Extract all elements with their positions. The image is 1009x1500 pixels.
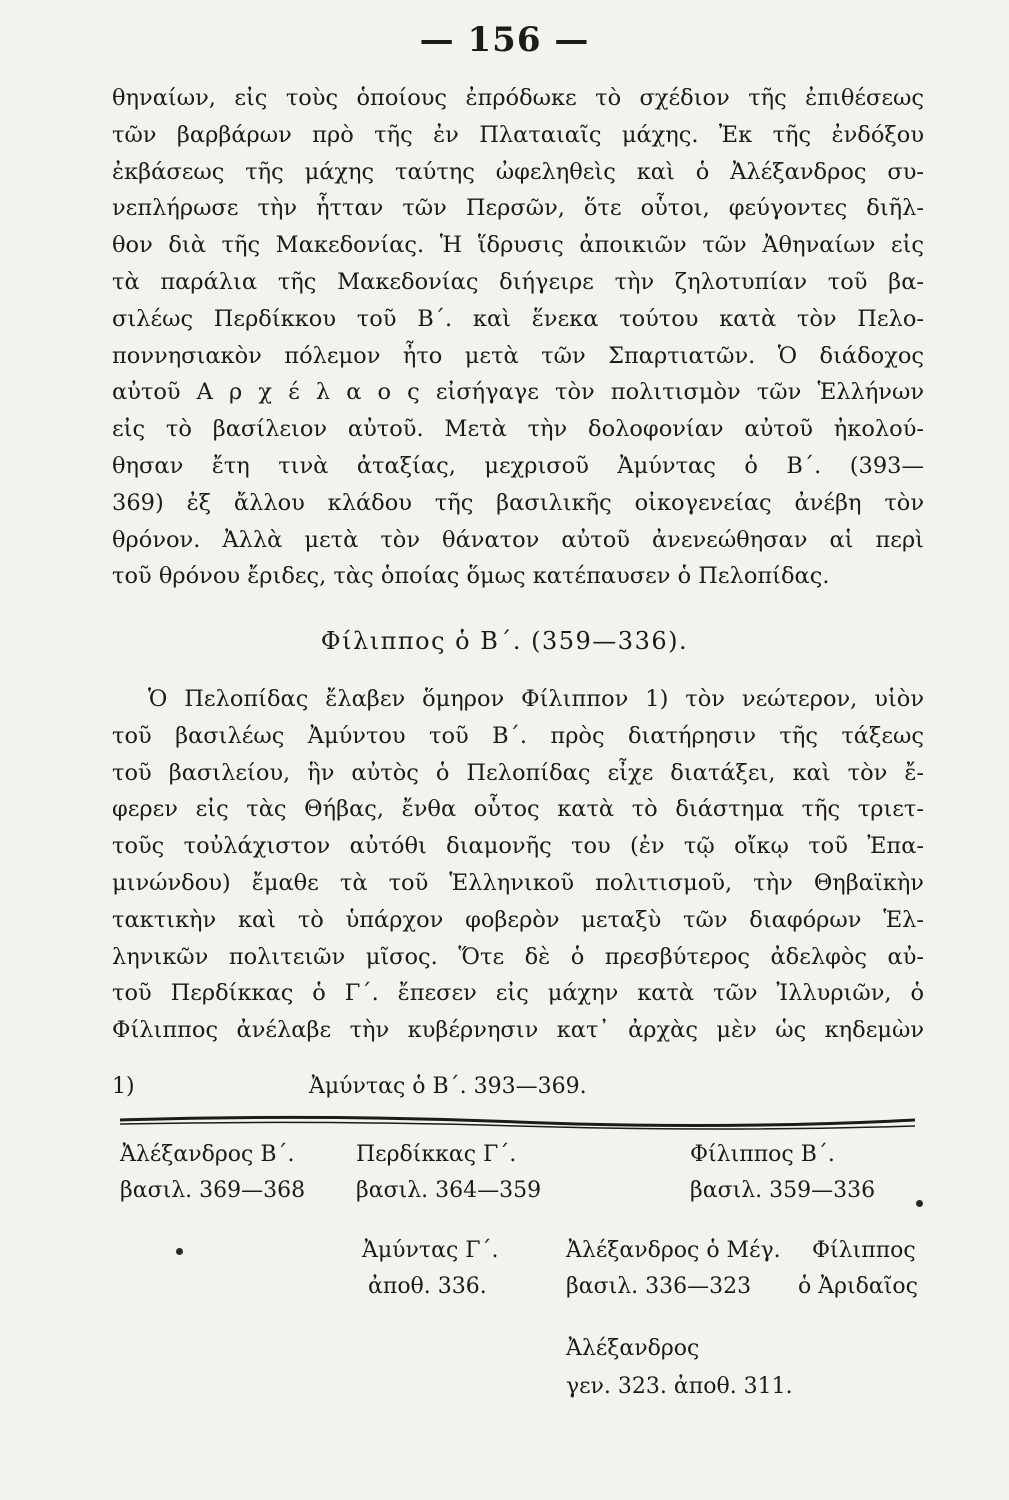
- ornamental-rule: [120, 1112, 915, 1136]
- tree-philippos-aridaios-epithet: ὁ Ἀριδαῖος: [798, 1274, 918, 1299]
- text-line: τοῦ θρόνου ἔριδες, τὰς ὁποίας ὅμως κατέπαυσεν ὁ Πελοπίδας.: [112, 563, 830, 590]
- tree-philippos-aridaios: Φίλιππος: [812, 1238, 916, 1263]
- tree-alexandros-megas-reign: βασιλ. 336—323: [566, 1274, 752, 1299]
- tree-amyntas-g: Ἀμύντας Γ΄.: [362, 1238, 499, 1263]
- text-line: θρόνον. Ἀλλὰ μετὰ τὸν θάνατον αὐτοῦ ἀνενεώθησαν αἱ περὶ: [112, 526, 924, 553]
- footnote-text: Ἀμύντας ὁ Β΄. 393—369.: [309, 1074, 587, 1099]
- text-line: θον διὰ τῆς Μακεδονίας. Ἡ ἵδρυσις ἀποικιῶν τῶν Ἀθηναίων εἰς: [112, 232, 924, 259]
- page-number: — 156 —: [419, 20, 590, 60]
- tree-philippos-b-reign: βασιλ. 359—336: [690, 1178, 876, 1203]
- text-line: ἐκβάσεως τῆς μάχης ταύτης ὠφεληθεὶς καὶ ὁ Ἀλέξανδρος συ-: [112, 158, 924, 185]
- text-line: τοῦ βασιλείου, ἣν αὐτὸς ὁ Πελοπίδας εἶχε διατάξει, καὶ τὸν ἔ-: [112, 759, 924, 786]
- section-heading: Φίλιππος ὁ Β΄. (359—336).: [320, 627, 689, 655]
- tree-philippos-b: Φίλιππος Β΄.: [690, 1142, 835, 1167]
- tree-alexandros-d: Ἀλέξανδρος: [566, 1336, 700, 1361]
- text-line: τοῦ Περδίκκας ὁ Γ΄. ἔπεσεν εἰς μάχην κατὰ τῶν Ἰλλυριῶν, ὁ: [112, 980, 924, 1007]
- bullet-dot: [916, 1200, 923, 1207]
- bullet-dot: [176, 1248, 183, 1255]
- text-line: Ὁ Πελοπίδας ἔλαβεν ὅμηρον Φίλιππον 1) τὸν νεώτερον, υἱὸν: [148, 686, 924, 712]
- tree-alexandros-b-reign: βασιλ. 369—368: [120, 1178, 306, 1203]
- text-line: θησαν ἔτη τινὰ ἀταξίας, μεχρισοῦ Ἀμύντας ὁ Β΄. (393—: [112, 452, 924, 479]
- tree-perdikkas-g: Περδίκκας Γ΄.: [356, 1142, 517, 1167]
- genealogy-table: [0, 1140, 1009, 1440]
- tree-amyntas-g-death: ἀποθ. 336.: [368, 1274, 487, 1299]
- text-line: Φίλιππος ἀνέλαβε τὴν κυβέρνησιν κατ᾽ ἀρχὰς μὲν ὡς κηδεμὼν: [112, 1017, 924, 1044]
- footnote: [112, 1074, 587, 1099]
- text-line: τοῦς τοὐλάχιστον αὐτόθι διαμονῆς του (ἐν τῷ οἴκῳ τοῦ Ἐπα-: [112, 833, 924, 860]
- text-line: μινώνδου) ἔμαθε τὰ τοῦ Ἑλληνικοῦ πολιτισμοῦ, τὴν Θηβαϊκὴν: [112, 869, 924, 896]
- tree-alexandros-b: Ἀλέξανδρος Β΄.: [120, 1142, 295, 1167]
- tree-perdikkas-g-reign: βασιλ. 364—359: [356, 1178, 542, 1203]
- text-line: ληνικῶν πολιτειῶν μῖσος. Ὅτε δὲ ὁ πρεσβύτερος ἀδελφὸς αὐ-: [112, 943, 924, 970]
- text-line: τὰ παράλια τῆς Μακεδονίας διήγειρε τὴν ζηλοτυπίαν τοῦ βα-: [112, 268, 924, 295]
- text-line: εἰς τὸ βασίλειον αὐτοῦ. Μετὰ τὴν δολοφονίαν αὐτοῦ ἠκολού-: [112, 416, 924, 443]
- text-line: θηναίων, εἰς τοὺς ὁποίους ἐπρόδωκε τὸ σχέδιον τῆς ἐπιθέσεως: [112, 85, 924, 111]
- body-paragraph-2: [112, 681, 924, 1049]
- text-line: τοῦ βασιλέως Ἀμύντου τοῦ Β΄. πρὸς διατήρησιν τῆς τάξεως: [112, 722, 924, 749]
- text-line: τακτικὴν καὶ τὸ ὑπάρχον φοβερὸν μεταξὺ τῶν διαφόρων Ἑλ-: [112, 906, 924, 933]
- tree-alexandros-megas: Ἀλέξανδρος ὁ Μέγ.: [566, 1238, 781, 1263]
- text-line: 369) ἐξ ἄλλου κλάδου τῆς βασιλικῆς οἰκογενείας ἀνέβη τὸν: [112, 489, 924, 516]
- text-line: τῶν βαρβάρων πρὸ τῆς ἐν Πλαταιαῖς μάχης. Ἐκ τῆς ἐνδόξου: [112, 121, 924, 148]
- text-line: φερεν εἰς τὰς Θήβας, ἔνθα οὗτος κατὰ τὸ διάστημα τῆς τριετ-: [112, 796, 924, 823]
- text-line: σιλέως Περδίκκου τοῦ Β΄. καὶ ἕνεκα τούτου κατὰ τὸν Πελο-: [112, 305, 924, 332]
- text-line: ποννησιακὸν πόλεμον ἦτο μετὰ τῶν Σπαρτιατῶν. Ὁ διάδοχος: [112, 342, 924, 369]
- body-paragraph: [112, 80, 924, 595]
- footnote-marker: 1): [112, 1074, 135, 1099]
- text-line: νεπλήρωσε τὴν ἧτταν τῶν Περσῶν, ὅτε οὗτοι, φεύγοντες διῆλ-: [112, 195, 924, 222]
- text-line: αὐτοῦ Α ρ χ έ λ α ο ς εἰσήγαγε τὸν πολιτισμὸν τῶν Ἑλλήνων: [112, 379, 924, 406]
- tree-alexandros-d-dates: γεν. 323. ἀποθ. 311.: [566, 1374, 793, 1399]
